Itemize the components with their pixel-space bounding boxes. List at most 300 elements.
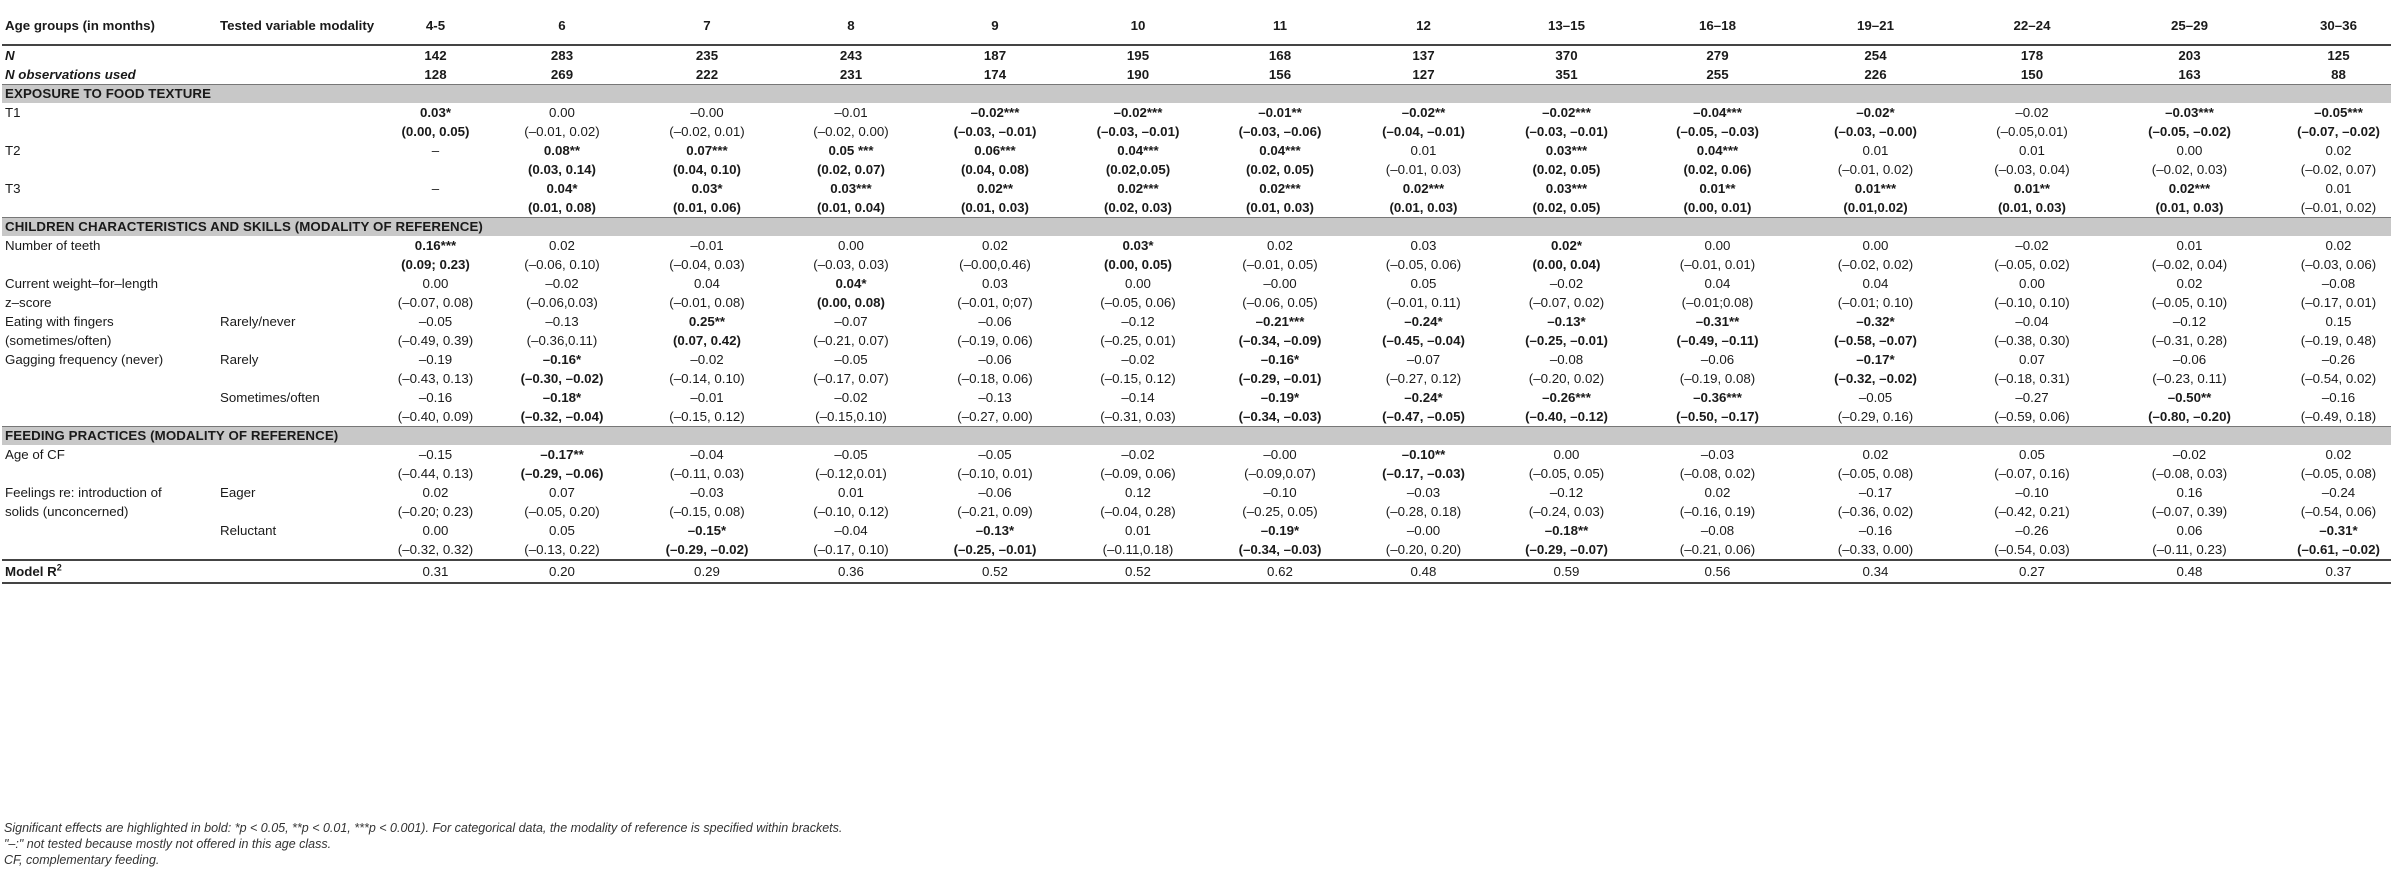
table-footnotes xyxy=(4,820,842,868)
r2-value-cell: 0.56 xyxy=(1637,560,1798,583)
estimate-cell: –0.06 xyxy=(978,352,1012,367)
ci-cell: (–0.20; 0.23) xyxy=(397,504,474,519)
ci-cell: (–0.03, –0.01) xyxy=(1525,124,1608,139)
estimate-cell: –0.17** xyxy=(540,447,584,462)
estimate-cell: –0.10 xyxy=(1263,485,1297,500)
ci-row xyxy=(2,122,2391,141)
ci-cell: (–0.07, 0.16) xyxy=(1994,466,2070,481)
estimate-cell: –0.26 xyxy=(2321,352,2356,367)
ci-cell: (–0.49, –0.11) xyxy=(1676,333,1759,348)
value-cell: 222 xyxy=(695,67,719,82)
r2-value-cell: 0.36 xyxy=(779,560,923,583)
age-column-header: 16–18 xyxy=(1637,6,1798,45)
estimate-cell: 0.02 xyxy=(549,238,575,253)
ci-cell: (–0.15,0.10) xyxy=(815,409,887,424)
ci-cell: (–0.32, 0.32) xyxy=(397,542,474,557)
ci-cell: (0.01,0.02) xyxy=(1843,200,1908,215)
estimate-cell: 0.02*** xyxy=(2168,181,2211,196)
ci-row xyxy=(2,407,2391,427)
estimate-cell: 0.07 xyxy=(549,485,575,500)
estimate-cell: –0.03*** xyxy=(2165,105,2214,120)
ci-cell: (–0.17, –0.03) xyxy=(1382,466,1465,481)
ci-cell: (–0.01, 0.03) xyxy=(1385,162,1462,177)
estimate-cell: –0.16 xyxy=(2321,390,2356,405)
estimate-cell: 0.00 xyxy=(1125,276,1151,291)
value-cell: 203 xyxy=(2178,48,2201,63)
estimate-cell: 0.08** xyxy=(543,143,581,158)
ci-cell: (0.04, 0.08) xyxy=(960,162,1029,177)
estimate-cell: 0.00 xyxy=(1862,238,1889,253)
empty-cell xyxy=(217,464,382,483)
ci-cell: (–0.10, 0.10) xyxy=(1994,295,2070,310)
estimate-cell: –0.03 xyxy=(690,485,724,500)
ci-cell: (0.02, 0.06) xyxy=(1683,162,1752,177)
ci-cell: (–0.80, –0.20) xyxy=(2148,409,2231,424)
ci-cell: (–0.40, –0.12) xyxy=(1525,409,1608,424)
estimate-cell: –0.05*** xyxy=(2314,105,2363,120)
ci-cell: (–0.54, 0.02) xyxy=(2300,371,2377,386)
ci-cell: (0.04, 0.10) xyxy=(672,162,741,177)
ci-cell: (–0.00,0.46) xyxy=(959,257,1031,272)
header-row xyxy=(2,6,2391,45)
ci-cell: (–0.02, 0.04) xyxy=(2151,257,2228,272)
estimate-row xyxy=(2,103,2391,122)
ci-cell: (–0.29, –0.01) xyxy=(1238,371,1322,386)
ci-cell: (–0.05,0.01) xyxy=(1996,124,2068,139)
ci-cell: (–0.28, 0.18) xyxy=(1385,504,1462,519)
ci-cell: (0.02, 0.05) xyxy=(1245,162,1314,177)
variable-label-cont: (sometimes/often) xyxy=(5,333,112,348)
modality-label xyxy=(217,141,382,160)
estimate-cell: –0.17* xyxy=(1856,352,1895,367)
estimate-cell: 0.06 xyxy=(2176,523,2203,538)
ci-cell: (–0.06, 0.10) xyxy=(524,257,600,272)
ci-cell: (0.00, 0.01) xyxy=(1683,200,1752,215)
estimate-cell: –0.04 xyxy=(2015,314,2049,329)
age-column-header: 6 xyxy=(489,6,635,45)
ci-cell: (–0.20, 0.02) xyxy=(1528,371,1605,386)
estimate-cell: –0.07 xyxy=(834,314,868,329)
ci-cell: (0.01, 0.03) xyxy=(1997,200,2066,215)
ci-cell: (–0.31, 0.03) xyxy=(1100,409,1176,424)
ci-cell: (–0.19, 0.48) xyxy=(2300,333,2377,348)
ci-cell: (0.01, 0.06) xyxy=(672,200,741,215)
section-header-row xyxy=(2,427,2391,446)
ci-cell: (–0.05, 0.02) xyxy=(1994,257,2070,272)
estimate-cell: 0.00 xyxy=(1553,447,1580,462)
ci-cell: (–0.01, 0.05) xyxy=(1242,257,1318,272)
estimate-cell: 0.02 xyxy=(2325,447,2352,462)
ci-cell: (–0.25, 0.05) xyxy=(1242,504,1318,519)
estimate-row xyxy=(2,445,2391,464)
estimate-cell: –0.10 xyxy=(2015,485,2049,500)
estimate-cell: –0.02*** xyxy=(970,105,1020,120)
ci-cell: (–0.15, 0.12) xyxy=(1100,371,1176,386)
ci-cell: (–0.24, 0.03) xyxy=(1528,504,1605,519)
estimate-cell: –0.15 xyxy=(418,447,453,462)
value-cell: 195 xyxy=(1126,48,1150,63)
variable-label: T1 xyxy=(5,105,21,120)
ci-row xyxy=(2,198,2391,218)
ci-cell: (–0.38, 0.30) xyxy=(1994,333,2070,348)
regression-table xyxy=(2,6,2391,584)
estimate-cell: –0.50** xyxy=(2167,390,2212,405)
age-column-header: 11 xyxy=(1209,6,1351,45)
modality-label: Reluctant xyxy=(220,523,277,538)
estimate-cell: 0.25** xyxy=(688,314,726,329)
empty-cell xyxy=(217,502,382,521)
estimate-cell: –0.02 xyxy=(1121,352,1155,367)
estimate-cell: –0.02 xyxy=(834,390,868,405)
modality-label: Rarely/never xyxy=(220,314,296,329)
value-cell: 235 xyxy=(695,48,719,63)
estimate-cell: 0.01*** xyxy=(1854,181,1897,196)
estimate-cell: –0.02*** xyxy=(1113,105,1163,120)
estimate-cell: 0.01 xyxy=(2019,143,2045,158)
empty-cell xyxy=(217,255,382,274)
section-title: CHILDREN CHARACTERISTICS AND SKILLS (MODALITY OF REFERENCE) xyxy=(2,218,2391,237)
estimate-cell: –0.05 xyxy=(418,314,453,329)
estimate-cell: –0.14 xyxy=(1121,390,1155,405)
r2-value-cell: 0.20 xyxy=(489,560,635,583)
ci-cell: (0.02,0.05) xyxy=(1105,162,1171,177)
ci-cell: (–0.19, 0.06) xyxy=(957,333,1033,348)
ci-cell: (–0.43, 0.13) xyxy=(397,371,474,386)
ci-cell: (–0.02, 0.00) xyxy=(813,124,889,139)
estimate-cell: 0.00 xyxy=(2176,143,2203,158)
ci-cell: (–0.01, 0.01) xyxy=(1679,257,1756,272)
ci-cell: (–0.54, 0.06) xyxy=(2300,504,2377,519)
estimate-cell: –0.02*** xyxy=(1542,105,1591,120)
value-cell: 128 xyxy=(424,67,447,82)
age-column-header: 13–15 xyxy=(1496,6,1637,45)
model-r2-row xyxy=(2,560,2391,583)
ci-cell: (–0.01, 0.08) xyxy=(669,295,745,310)
ci-cell: (–0.17, 0.10) xyxy=(813,542,889,557)
estimate-cell: –0.08 xyxy=(2321,276,2356,291)
estimate-cell: 0.03* xyxy=(419,105,452,120)
estimate-cell: –0.32* xyxy=(1856,314,1895,329)
ci-cell: (–0.49, 0.18) xyxy=(2300,409,2377,424)
estimate-cell: –0.24* xyxy=(1404,314,1443,329)
ci-cell: (–0.04, 0.03) xyxy=(669,257,745,272)
estimate-cell: 0.04* xyxy=(546,181,578,196)
estimate-cell: 0.04 xyxy=(1862,276,1889,291)
modality-label xyxy=(217,274,382,293)
value-cell: 226 xyxy=(1864,67,1887,82)
ci-cell: (–0.18, 0.06) xyxy=(957,371,1033,386)
estimate-cell: 0.02 xyxy=(1704,485,1731,500)
model-r2-sup: 2 xyxy=(56,562,62,573)
estimate-cell: 0.04* xyxy=(835,276,867,291)
value-cell: 125 xyxy=(2327,48,2350,63)
estimate-cell: 0.00 xyxy=(422,276,449,291)
estimate-cell: 0.12 xyxy=(1125,485,1151,500)
estimate-cell: 0.01 xyxy=(2325,181,2352,196)
ci-cell: (0.01, 0.08) xyxy=(527,200,596,215)
estimate-cell: 0.03*** xyxy=(1545,143,1588,158)
estimate-cell: 0.01** xyxy=(2013,181,2051,196)
r2-value-cell: 0.59 xyxy=(1496,560,1637,583)
ci-cell: (0.00, 0.04) xyxy=(1532,257,1601,272)
estimate-cell: –0.24 xyxy=(2321,485,2356,500)
value-cell: 178 xyxy=(2020,48,2044,63)
variable-label-cont xyxy=(2,122,217,141)
estimate-cell: –0.05 xyxy=(1858,390,1893,405)
empty-cell xyxy=(217,331,382,350)
estimate-cell: –0.02 xyxy=(1121,447,1155,462)
model-r2-label xyxy=(2,560,217,583)
ci-cell: (–0.05, –0.03) xyxy=(1676,124,1759,139)
estimate-cell: 0.03*** xyxy=(830,181,872,196)
estimate-cell: 0.01 xyxy=(1125,523,1151,538)
estimate-cell: –0.02 xyxy=(2015,105,2049,120)
estimate-cell: –0.04 xyxy=(690,447,724,462)
ci-cell: (–0.01, 0.02) xyxy=(1837,162,1914,177)
value-cell: 88 xyxy=(2331,67,2346,82)
ci-cell: (–0.10, 0.12) xyxy=(813,504,889,519)
variable-label-cont xyxy=(2,369,217,388)
n-label: N xyxy=(5,48,15,63)
ci-cell: (–0.12,0.01) xyxy=(815,466,887,481)
age-column-header: 4-5 xyxy=(382,6,489,45)
ci-cell: (–0.05, –0.02) xyxy=(2148,124,2231,139)
modality-label: Eager xyxy=(220,485,256,500)
table-body xyxy=(2,45,2391,583)
estimate-cell: –0.06 xyxy=(978,314,1012,329)
estimate-cell: 0.03 xyxy=(982,276,1008,291)
estimate-cell: –0.04 xyxy=(834,523,868,538)
ci-cell: (–0.05, 0.10) xyxy=(2151,295,2228,310)
ci-cell: (–0.34, –0.03) xyxy=(1238,542,1322,557)
estimate-cell: –0.13* xyxy=(975,523,1015,538)
ci-cell: (–0.13, 0.22) xyxy=(524,542,600,557)
ci-cell: (–0.03, 0.04) xyxy=(1994,162,2070,177)
ci-cell: (–0.34, –0.03) xyxy=(1238,409,1322,424)
r2-value-cell: 0.52 xyxy=(1067,560,1209,583)
estimate-cell: –0.19* xyxy=(1260,390,1300,405)
ci-row xyxy=(2,502,2391,521)
ci-cell: (–0.10, 0.01) xyxy=(957,466,1033,481)
empty-cell xyxy=(217,198,382,218)
estimate-cell: –0.13* xyxy=(1547,314,1586,329)
ci-cell: (–0.02, 0.02) xyxy=(1837,257,1914,272)
estimate-row xyxy=(2,236,2391,255)
estimate-cell: –0.13 xyxy=(978,390,1012,405)
model-r2-text: Model R xyxy=(5,564,57,579)
value-cell: 156 xyxy=(1268,67,1292,82)
ci-cell: (–0.01, 0.02) xyxy=(524,124,600,139)
value-cell: 168 xyxy=(1268,48,1292,63)
r2-value-cell: 0.37 xyxy=(2268,560,2391,583)
ci-cell: (–0.06,0.03) xyxy=(526,295,598,310)
ci-cell: (–0.09,0.07) xyxy=(1244,466,1316,481)
value-cell: 187 xyxy=(983,48,1007,63)
ci-cell: (–0.18, 0.31) xyxy=(1994,371,2070,386)
ci-cell: (–0.25, –0.01) xyxy=(953,542,1037,557)
r2-value-cell: 0.48 xyxy=(2111,560,2268,583)
ci-cell: (–0.05, 0.06) xyxy=(1100,295,1176,310)
estimate-cell: –0.27 xyxy=(2015,390,2049,405)
ci-cell: (0.01, 0.03) xyxy=(2155,200,2224,215)
estimate-cell: –0.02 xyxy=(2015,238,2049,253)
ci-cell: (–0.07, 0.08) xyxy=(397,295,474,310)
r2-value-cell: 0.29 xyxy=(635,560,779,583)
modality-label xyxy=(217,103,382,122)
ci-cell: (–0.59, 0.06) xyxy=(1994,409,2070,424)
estimate-cell: –0.01 xyxy=(834,105,868,120)
estimate-row xyxy=(2,274,2391,293)
r2-value-cell: 0.48 xyxy=(1351,560,1496,583)
estimate-cell: 0.03*** xyxy=(1545,181,1588,196)
estimate-cell: 0.00 xyxy=(549,105,575,120)
estimate-cell: –0.36*** xyxy=(1693,390,1742,405)
value-cell: 243 xyxy=(839,48,863,63)
age-group-header: Age groups (in months) xyxy=(2,6,217,45)
estimate-cell: –0.01** xyxy=(1258,105,1302,120)
variable-label: Current weight–for–length xyxy=(5,276,159,291)
estimate-cell: 0.00 xyxy=(1704,238,1731,253)
age-column-header: 8 xyxy=(779,6,923,45)
value-cell: 174 xyxy=(983,67,1007,82)
ci-cell: (–0.29, –0.06) xyxy=(520,466,604,481)
modality-label: Rarely xyxy=(220,352,259,367)
estimate-cell: 0.00 xyxy=(422,523,449,538)
estimate-cell: –0.05 xyxy=(978,447,1012,462)
n_used-row xyxy=(2,65,2391,85)
ci-cell: (–0.61, –0.02) xyxy=(2297,542,2380,557)
estimate-cell: 0.01 xyxy=(1862,143,1889,158)
variable-label: T3 xyxy=(5,181,21,196)
r2-value-cell: 0.62 xyxy=(1209,560,1351,583)
estimate-row xyxy=(2,350,2391,369)
modality-label xyxy=(217,236,382,255)
estimate-cell: –0.00 xyxy=(1406,523,1441,538)
variable-label: Number of teeth xyxy=(5,238,101,253)
estimate-cell: –0.08 xyxy=(1549,352,1584,367)
estimate-cell: –0.12 xyxy=(1121,314,1155,329)
estimate-cell: –0.10** xyxy=(1401,447,1446,462)
estimate-cell: –0.12 xyxy=(2172,314,2207,329)
estimate-row xyxy=(2,141,2391,160)
estimate-cell: –0.16* xyxy=(542,352,582,367)
empty-cell xyxy=(217,293,382,312)
estimate-cell: 0.01** xyxy=(1699,181,1736,196)
ci-cell: (–0.27, 0.00) xyxy=(957,409,1033,424)
ci-cell: (–0.25, 0.01) xyxy=(1100,333,1176,348)
modality-label xyxy=(217,445,382,464)
estimate-cell: –0.31* xyxy=(2319,523,2358,538)
ci-cell: (–0.47, –0.05) xyxy=(1382,409,1465,424)
ci-cell: (–0.02, 0.07) xyxy=(2300,162,2377,177)
ci-cell: (0.02, 0.03) xyxy=(1103,200,1172,215)
estimate-cell: 0.02 xyxy=(422,485,449,500)
estimate-cell: –0.02 xyxy=(1549,276,1584,291)
ci-cell: (–0.06, 0.05) xyxy=(1242,295,1318,310)
r2-value-cell: 0.52 xyxy=(923,560,1067,583)
ci-cell: (–0.07, 0.39) xyxy=(2151,504,2228,519)
ci-cell: (–0.21, 0.09) xyxy=(957,504,1033,519)
estimate-cell: 0.15 xyxy=(2325,314,2352,329)
value-cell: 254 xyxy=(1864,48,1887,63)
ci-cell xyxy=(382,198,489,218)
n-used-label: N observations used xyxy=(5,67,136,82)
ci-row xyxy=(2,540,2391,560)
empty-cell xyxy=(217,160,382,179)
ci-cell: (–0.03, –0.01) xyxy=(953,124,1037,139)
estimate-cell: –0.13 xyxy=(545,314,579,329)
ci-cell: (–0.07, –0.02) xyxy=(2297,124,2380,139)
estimate-cell: 0.03 xyxy=(1410,238,1437,253)
footnote-cf: CF, complementary feeding. xyxy=(4,853,160,867)
estimate-cell: –0.02 xyxy=(545,276,579,291)
estimate-cell: –0.18** xyxy=(1544,523,1589,538)
estimate-cell: 0.02*** xyxy=(1402,181,1445,196)
estimate-cell: 0.01 xyxy=(1410,143,1437,158)
variable-label: Feelings re: introduction of xyxy=(5,485,162,500)
estimate-cell: –0.26*** xyxy=(1542,390,1591,405)
estimate-cell: 0.02 xyxy=(2325,238,2352,253)
estimate-row xyxy=(2,388,2391,407)
ci-cell: (–0.29, 0.16) xyxy=(1837,409,1914,424)
ci-cell: (–0.20, 0.20) xyxy=(1385,542,1462,557)
value-cell: 142 xyxy=(424,48,447,63)
estimate-cell: 0.00 xyxy=(838,238,864,253)
estimate-cell: –0.06 xyxy=(2172,352,2207,367)
empty-cell xyxy=(217,560,382,583)
estimate-cell: 0.04*** xyxy=(1117,143,1159,158)
r2-value-cell: 0.34 xyxy=(1798,560,1953,583)
estimate-cell: 0.01 xyxy=(838,485,864,500)
estimate-row xyxy=(2,521,2391,540)
ci-cell: (–0.02, 0.03) xyxy=(2151,162,2228,177)
age-column-header: 25–29 xyxy=(2111,6,2268,45)
ci-cell: (–0.49, 0.39) xyxy=(397,333,474,348)
ci-cell: (–0.08, 0.03) xyxy=(2151,466,2228,481)
empty-cell xyxy=(217,540,382,560)
estimate-cell: 0.02** xyxy=(976,181,1014,196)
estimate-cell: –0.00 xyxy=(1263,447,1297,462)
r2-value-cell: 0.27 xyxy=(1953,560,2111,583)
empty-cell xyxy=(217,45,382,65)
variable-label: Age of CF xyxy=(5,447,65,462)
value-cell: 231 xyxy=(839,67,863,82)
estimate-cell: –0.01 xyxy=(690,390,724,405)
estimate-cell: 0.02*** xyxy=(1117,181,1159,196)
value-cell: 370 xyxy=(1555,48,1578,63)
section-title: FEEDING PRACTICES (MODALITY OF REFERENCE) xyxy=(2,427,2391,446)
estimate-cell: –0.02 xyxy=(2172,447,2207,462)
estimate-cell: –0.17 xyxy=(1858,485,1893,500)
variable-label-cont xyxy=(2,540,217,560)
ci-cell: (–0.01, 0.11) xyxy=(1386,295,1461,310)
ci-cell: (–0.25, –0.01) xyxy=(1525,333,1608,348)
ci-cell: (–0.03, 0.03) xyxy=(813,257,889,272)
ci-cell: (–0.02, 0.01) xyxy=(669,124,745,139)
modality-header: Tested variable modality xyxy=(217,6,382,45)
ci-cell: (–0.58, –0.07) xyxy=(1834,333,1917,348)
ci-cell: (–0.14, 0.10) xyxy=(669,371,745,386)
ci-cell xyxy=(382,160,489,179)
estimate-cell: –0.16* xyxy=(1260,352,1300,367)
estimate-cell: 0.02 xyxy=(982,238,1008,253)
estimate-cell: 0.00 xyxy=(2019,276,2045,291)
estimate-cell: 0.02 xyxy=(2176,276,2203,291)
ci-cell: (0.01, 0.03) xyxy=(1245,200,1314,215)
estimate-cell: –0.01 xyxy=(690,238,724,253)
ci-cell: (–0.05, 0.05) xyxy=(1528,466,1605,481)
ci-cell: (–0.05, 0.06) xyxy=(1385,257,1462,272)
